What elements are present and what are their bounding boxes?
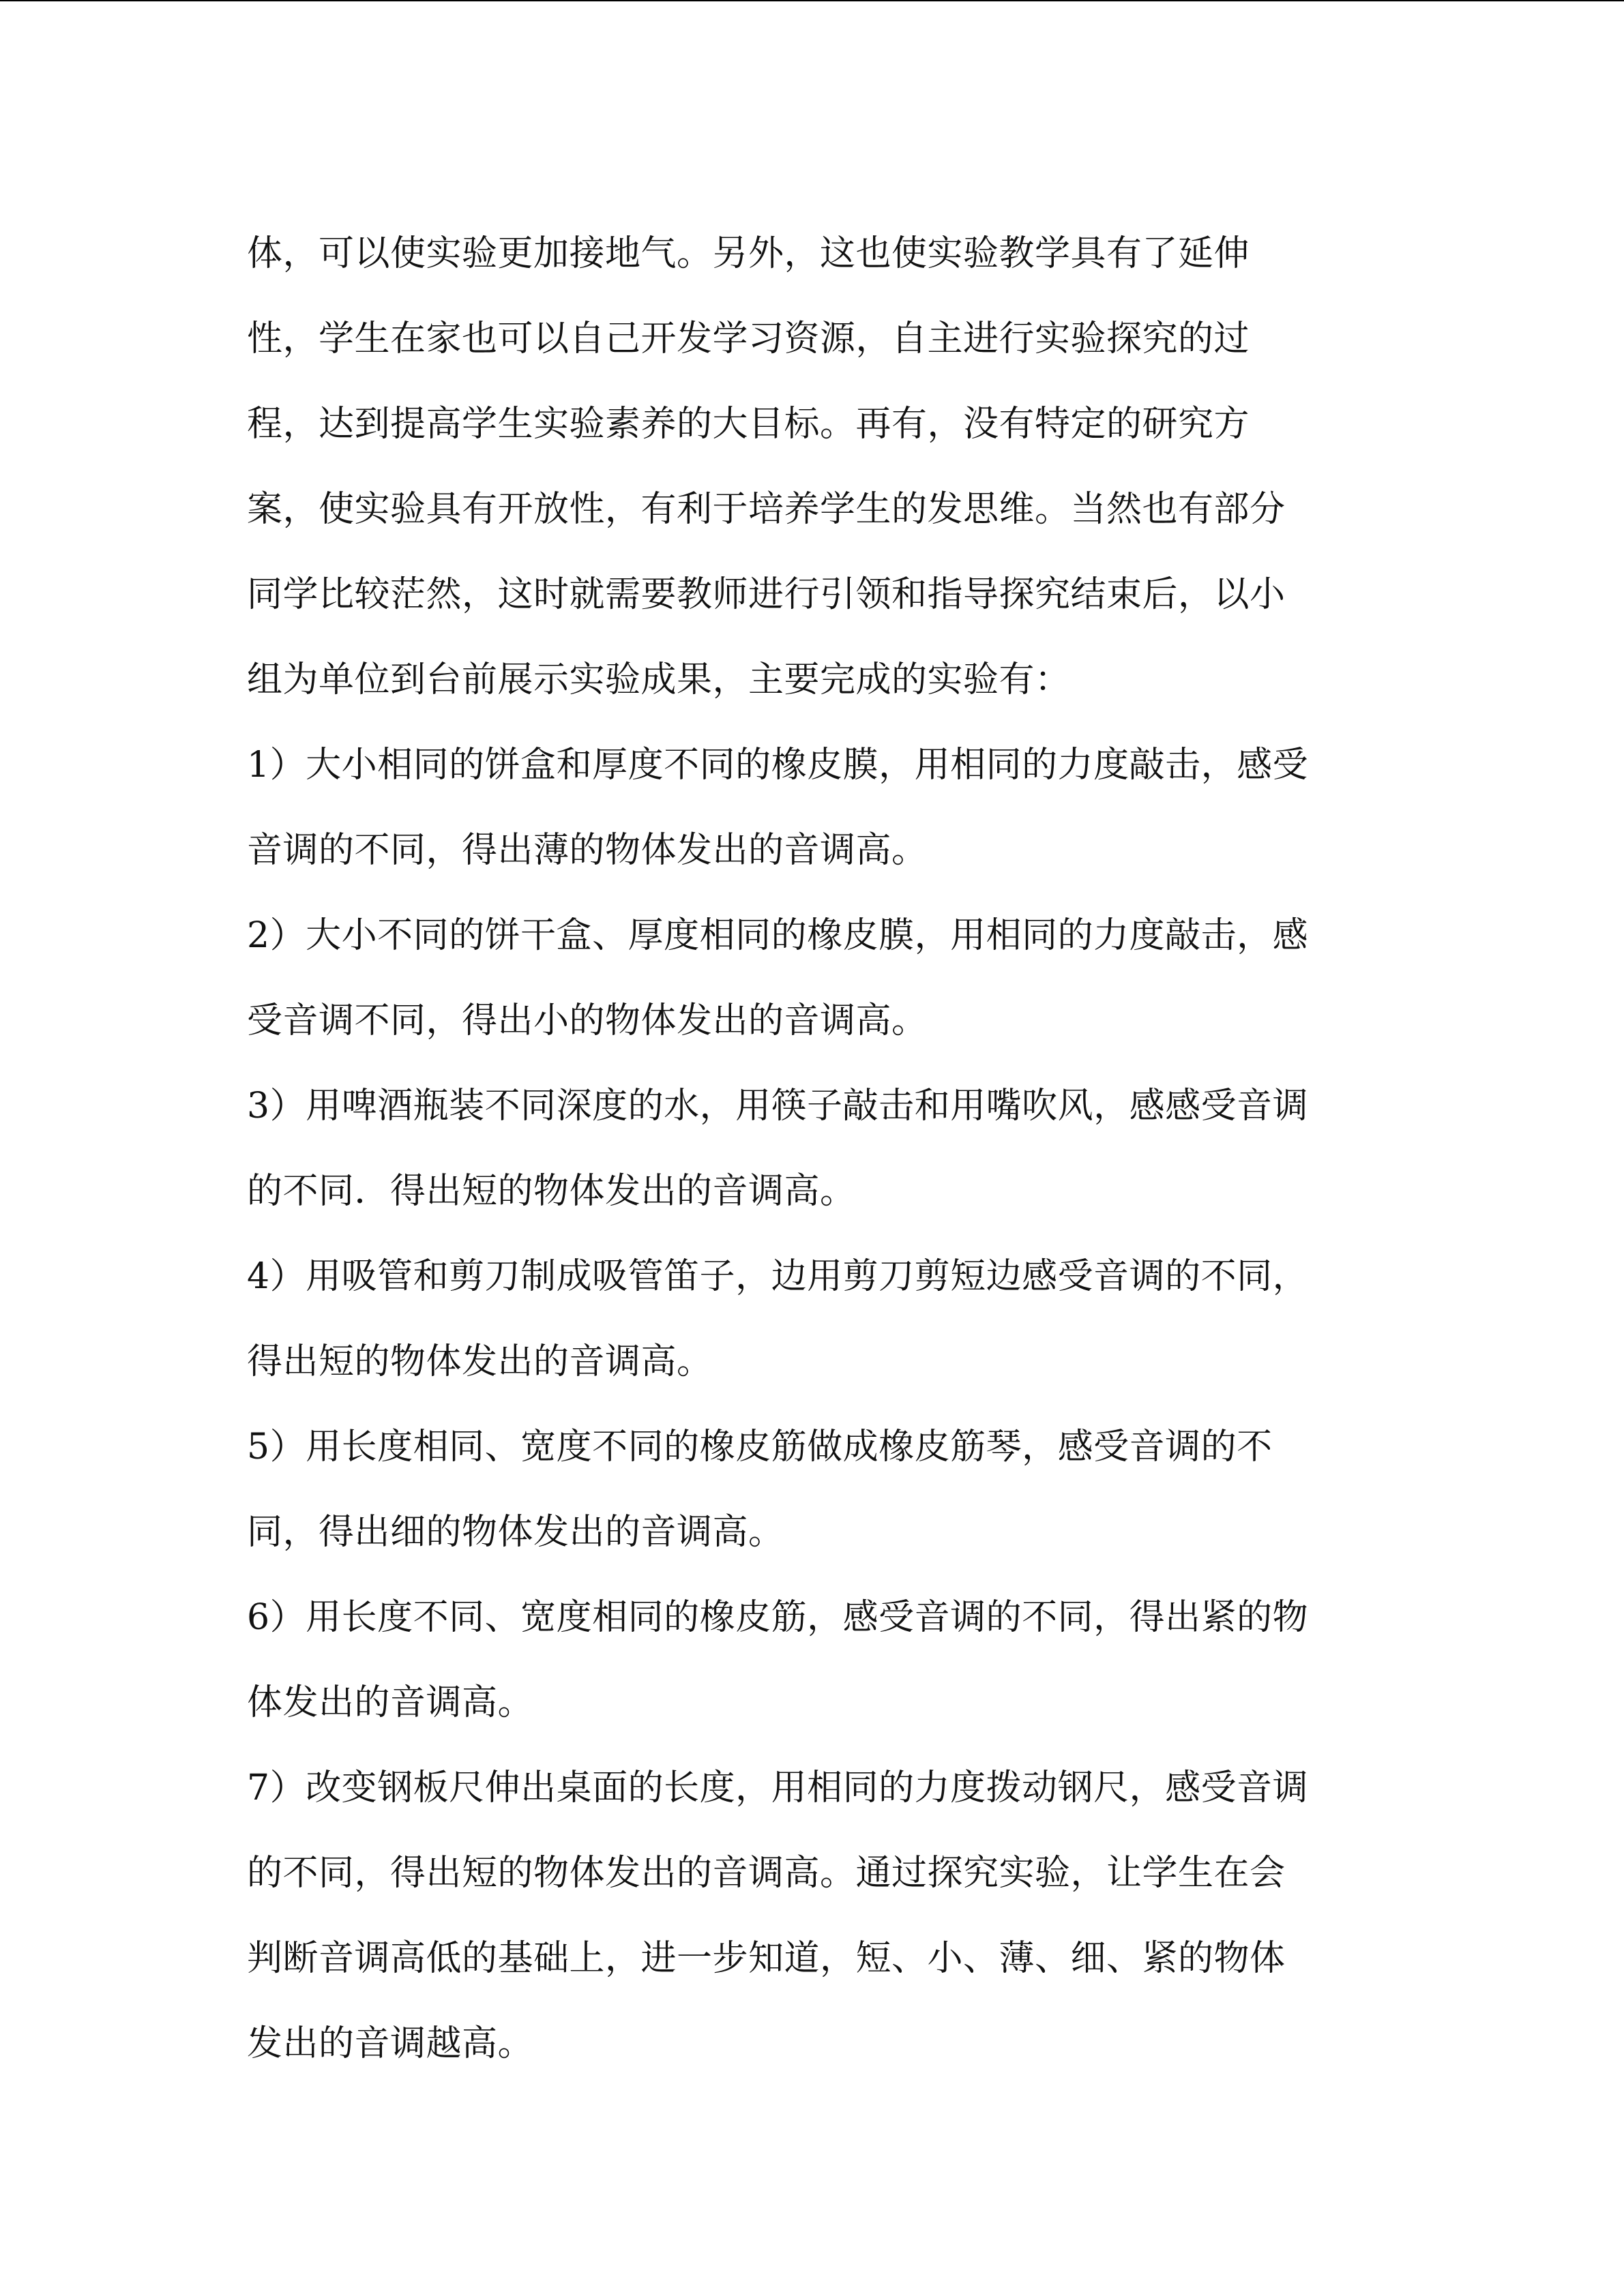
body-text — [247, 211, 1379, 2087]
text-line: 性，学生在家也可以自己开发学习资源，自主进行实验探究的过 — [247, 318, 1250, 359]
list-item-5-line: 5）用长度相同、宽度不同的橡皮筋做成橡皮筋琴，感受音调的不 — [247, 1427, 1273, 1467]
list-item-1-line: 音调的不同，得出薄的物体发出的音调高。 — [247, 830, 928, 871]
list-item-2-line: 受音调不同，得出小的物体发出的音调高。 — [247, 1000, 928, 1041]
list-item-6-line: 体发出的音调高。 — [247, 1682, 534, 1723]
text-line: 同学比较茫然，这时就需要教师进行引领和指导探究结束后，以小 — [247, 574, 1286, 615]
list-item-3-line: 的不同．得出短的物体发出的音调高。 — [247, 1171, 856, 1212]
list-item-1-line: 1）大小相同的饼盒和厚度不同的橡皮膜，用相同的力度敲击，感受 — [247, 745, 1309, 786]
list-item-6-line: 6）用长度不同、宽度相同的橡皮筋，感受音调的不同，得出紧的物 — [247, 1597, 1309, 1638]
list-item-7-line: 判断音调高低的基础上，进一步知道，短、小、薄、细、紧的物体 — [247, 1938, 1286, 1979]
list-item-4-line: 4）用吸管和剪刀制成吸管笛子，边用剪刀剪短边感受音调的不同， — [247, 1256, 1309, 1297]
text-line: 组为单位到台前展示实验成果，主要完成的实验有： — [247, 659, 1071, 700]
list-item-7-line: 的不同，得出短的物体发出的音调高。通过探究实验，让学生在会 — [247, 1853, 1286, 1894]
list-item-3-line: 3）用啤酒瓶装不同深度的水，用筷子敲击和用嘴吹风，感感受音调 — [247, 1086, 1309, 1127]
list-item-7-line: 7）改变钢板尺伸出桌面的长度，用相同的力度拨动钢尺，感受音调 — [247, 1768, 1309, 1808]
list-item-2-line: 2）大小不同的饼干盒、厚度相同的橡皮膜，用相同的力度敲击，感 — [247, 915, 1309, 956]
text-line: 体，可以使实验更加接地气。另外，这也使实验教学具有了延伸 — [247, 233, 1250, 274]
text-line: 程，达到提高学生实验素养的大目标。再有，没有特定的研究方 — [247, 404, 1250, 445]
list-item-5-line: 同，得出细的物体发出的音调高。 — [247, 1512, 784, 1553]
list-item-4-line: 得出短的物体发出的音调高。 — [247, 1341, 713, 1382]
list-item-7-line: 发出的音调越高。 — [247, 2023, 534, 2064]
text-line: 案，使实验具有开放性，有利于培养学生的发思维。当然也有部分 — [247, 489, 1286, 530]
